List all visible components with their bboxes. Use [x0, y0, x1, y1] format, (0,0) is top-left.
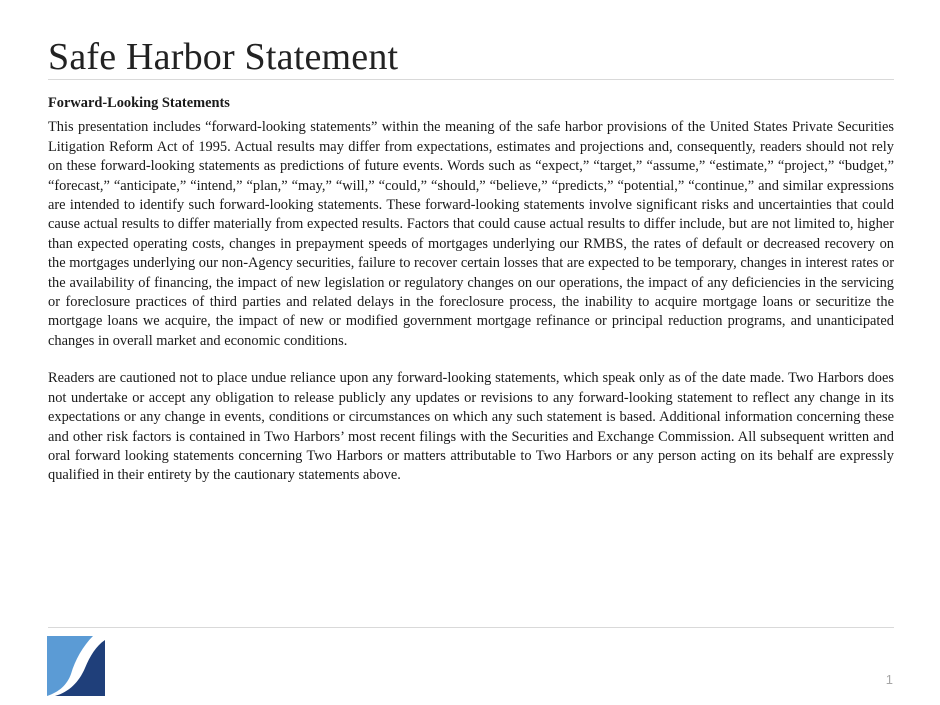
- forward-looking-paragraph: This presentation includes “forward-looking statements” within the meaning of the safe harbor provisions of the United States Private Securities Litigation Reform Act of 1995. Actual results may differ from expectations, estimates and projections and, consequently, readers should not rely on these forward-looking statements as predictions of future events. Words such as “expect,” “target,” “assume,” “estimate,” “project,” “budget,” “forecast,” “anticipate,” “intend,” “plan,” “may,” “will,” “could,” “should,” “believe,” “predicts,” “potential,” “continue,” and similar expressions are intended to identify such forward-looking statements. These forward-looking statements involve significant risks and uncertainties that could cause actual results to differ materially from expected results. Factors that could cause actual results to differ include, but are not limited to, higher than expected operating costs, changes in prepayment speeds of mortgages underlying our RMBS, the rates of default or decreased recovery on the mortgages underlying our non-Agency securities, failure to recover certain losses that are expected to be temporary, changes in interest rates or the availability of financing, the impact of new legislation or regulatory changes on our operations, the impact of any deficiencies in the servicing or foreclosure practices of third parties and related delays in the foreclosure process, the inability to acquire mortgage loans or securitize the mortgage loans we acquire, the impact of new or modified government mortgage refinance or principal reduction programs, and unanticipated changes in overall market and economic conditions.: [48, 119, 894, 349]
- footer-divider: [48, 627, 894, 628]
- section-subheading: Forward-Looking Statements: [48, 95, 230, 111]
- page-number: 1: [885, 672, 893, 687]
- title-divider: [48, 79, 894, 80]
- two-harbors-logo-icon: [47, 636, 105, 696]
- caution-paragraph: Readers are cautioned not to place undue reliance upon any forward-looking statements, which speak only as of the date made. Two Harbors does not undertake or accept any obligation to release publicly any updates or revisions to any forward-looking statement to reflect any change in its expectations or any change in events, conditions or circumstances on which any such statement is based. Additional information concerning these and other risk factors is contained in Two Harbors’ most recent filings with the Securities and Exchange Commission. All subsequent written and oral forward looking statements concerning Two Harbors or matters attributable to Two Harbors or any person acting on its behalf are expressly qualified in their entirety by the cautionary statements above.: [48, 370, 894, 484]
- slide-title: Safe Harbor Statement: [48, 36, 399, 78]
- slide-body: [48, 94, 894, 486]
